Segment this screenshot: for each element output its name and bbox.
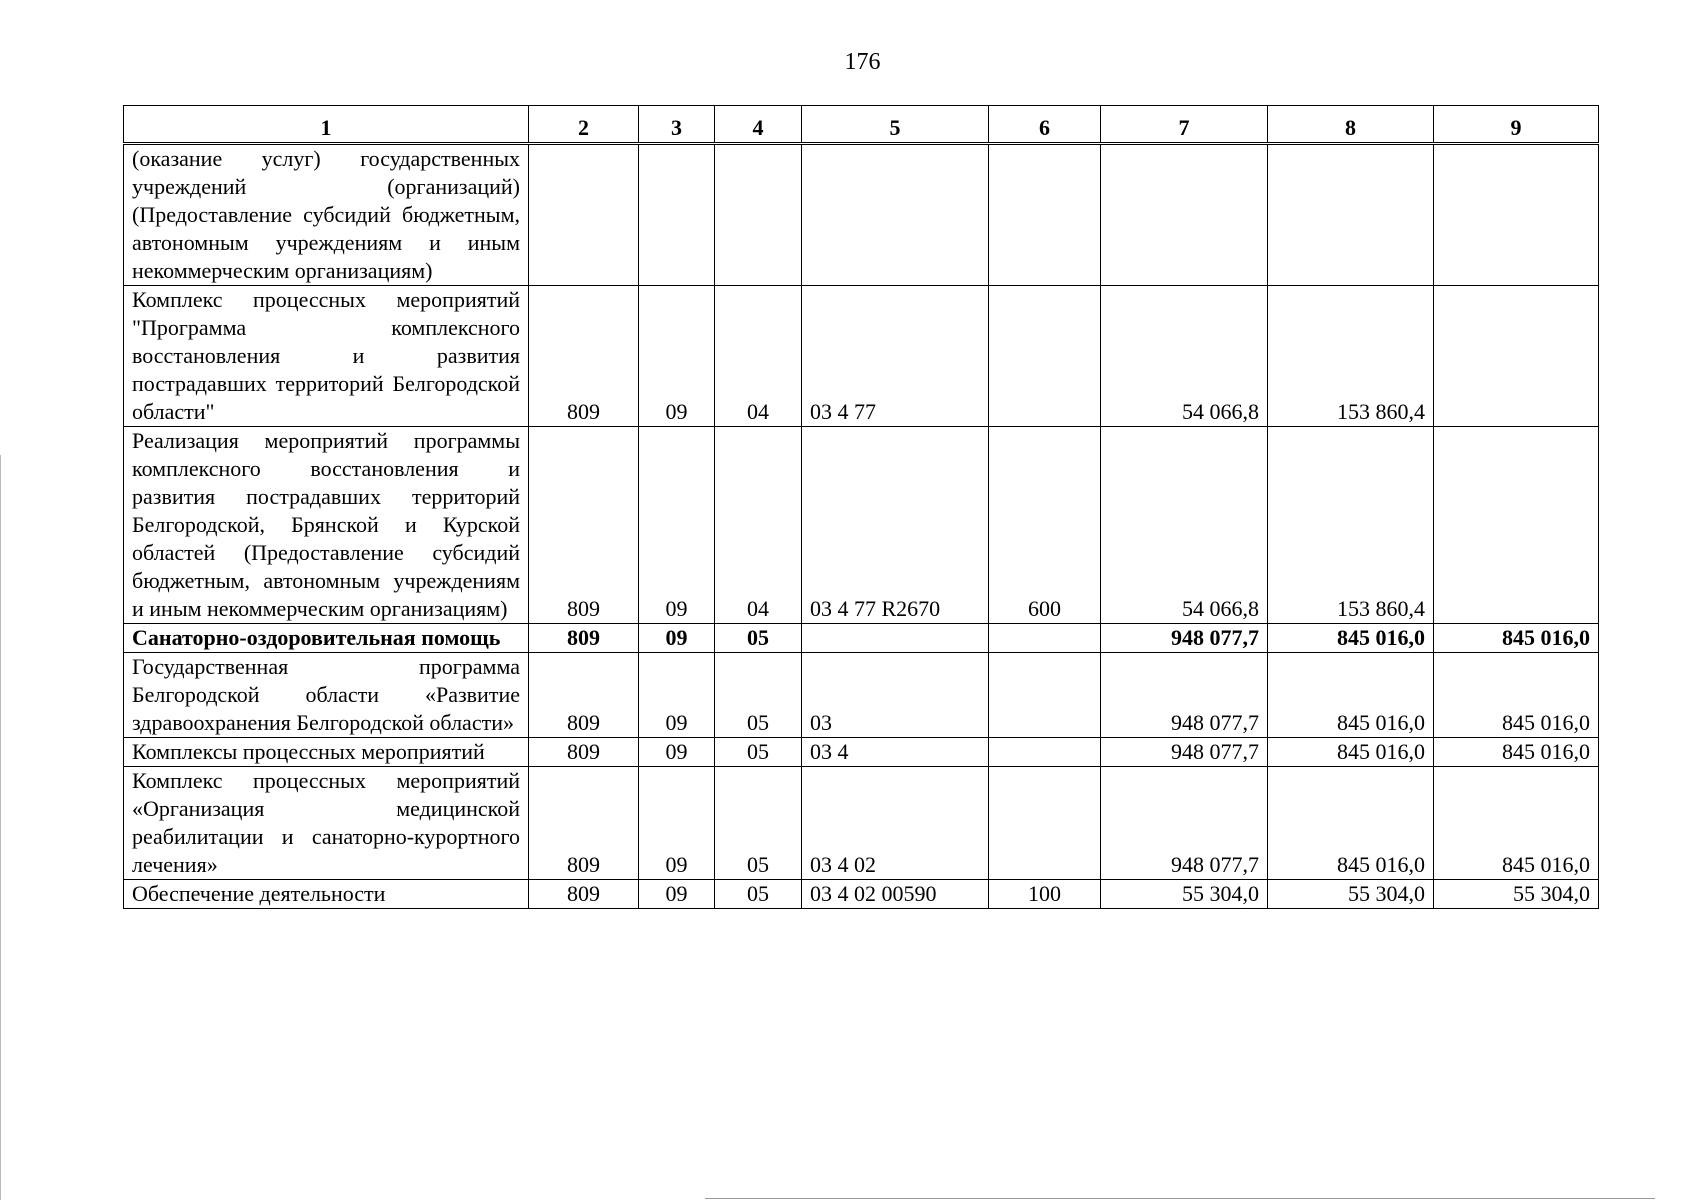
row-value-cell: 600: [989, 427, 1101, 624]
row-value-cell: 09: [639, 653, 715, 738]
row-name-cell: Реализация мероприятий программы комплексного восстановления и развития пострадавших территорий Белгородской, Брянской и Курской областей (Предоставление субсидий бюджетным, автономным учреждениям и иным некоммерческим организациям): [124, 427, 529, 624]
column-header: 1: [124, 106, 529, 144]
row-value-cell: 09: [639, 624, 715, 653]
row-value-cell: [639, 144, 715, 286]
row-value-cell: 09: [639, 738, 715, 767]
row-value-cell: [989, 144, 1101, 286]
row-value-cell: 845 016,0: [1268, 624, 1434, 653]
table-header-row: [124, 106, 1599, 144]
row-name-cell: Комплекс процессных мероприятий «Организация медицинской реабилитации и санаторно-курортного лечения»: [124, 767, 529, 880]
row-value-cell: 04: [715, 427, 802, 624]
row-value-cell: 55 304,0: [1101, 880, 1268, 909]
row-value-cell: [1434, 427, 1599, 624]
table-row: [124, 653, 1599, 738]
row-value-cell: 05: [715, 624, 802, 653]
row-value-cell: [989, 286, 1101, 427]
scan-edge-mark: [0, 455, 1, 1200]
row-value-cell: 54 066,8: [1101, 286, 1268, 427]
row-value-cell: 03 4 02: [802, 767, 989, 880]
row-value-cell: [715, 144, 802, 286]
row-value-cell: 09: [639, 880, 715, 909]
row-value-cell: 03 4: [802, 738, 989, 767]
column-header: 3: [639, 106, 715, 144]
row-value-cell: 845 016,0: [1268, 738, 1434, 767]
row-value-cell: 809: [529, 880, 639, 909]
page-bottom-rule: [705, 1198, 1655, 1199]
row-value-cell: 845 016,0: [1434, 738, 1599, 767]
row-value-cell: 809: [529, 738, 639, 767]
row-value-cell: 05: [715, 738, 802, 767]
row-value-cell: [1101, 144, 1268, 286]
row-value-cell: 55 304,0: [1434, 880, 1599, 909]
row-value-cell: 845 016,0: [1434, 624, 1599, 653]
row-value-cell: [989, 767, 1101, 880]
row-name-cell: Государственная программа Белгородской области «Развитие здравоохранения Белгородской области»: [124, 653, 529, 738]
row-value-cell: [1268, 144, 1434, 286]
row-value-cell: 948 077,7: [1101, 767, 1268, 880]
row-value-cell: [989, 738, 1101, 767]
row-name-cell: Комплексы процессных мероприятий: [124, 738, 529, 767]
column-header: 6: [989, 106, 1101, 144]
row-value-cell: 03 4 77 R2670: [802, 427, 989, 624]
row-value-cell: 05: [715, 767, 802, 880]
table-row: [124, 738, 1599, 767]
row-value-cell: 948 077,7: [1101, 653, 1268, 738]
row-value-cell: 809: [529, 427, 639, 624]
row-value-cell: 809: [529, 767, 639, 880]
row-value-cell: 153 860,4: [1268, 286, 1434, 427]
page-number: 176: [844, 49, 881, 75]
table-body: [124, 144, 1599, 909]
row-value-cell: 09: [639, 427, 715, 624]
budget-table: [123, 105, 1599, 909]
table-row: [124, 286, 1599, 427]
row-value-cell: 153 860,4: [1268, 427, 1434, 624]
row-value-cell: 845 016,0: [1434, 653, 1599, 738]
row-value-cell: 09: [639, 286, 715, 427]
row-value-cell: 845 016,0: [1434, 767, 1599, 880]
row-value-cell: 809: [529, 286, 639, 427]
column-header: 9: [1434, 106, 1599, 144]
row-value-cell: 55 304,0: [1268, 880, 1434, 909]
row-value-cell: 100: [989, 880, 1101, 909]
column-header: 4: [715, 106, 802, 144]
row-value-cell: 54 066,8: [1101, 427, 1268, 624]
table-row: [124, 767, 1599, 880]
row-value-cell: [1434, 144, 1599, 286]
row-value-cell: 04: [715, 286, 802, 427]
column-header: 2: [529, 106, 639, 144]
row-name-cell: Обеспечение деятельности: [124, 880, 529, 909]
table-row: [124, 427, 1599, 624]
row-value-cell: 948 077,7: [1101, 624, 1268, 653]
table-row: [124, 880, 1599, 909]
row-value-cell: 809: [529, 624, 639, 653]
row-value-cell: 03: [802, 653, 989, 738]
column-header: 8: [1268, 106, 1434, 144]
row-value-cell: [989, 624, 1101, 653]
row-value-cell: [529, 144, 639, 286]
table-row: [124, 144, 1599, 286]
row-value-cell: 05: [715, 653, 802, 738]
column-header: 5: [802, 106, 989, 144]
row-name-cell: Комплекс процессных мероприятий "Программа комплексного восстановления и развития пострадавших территорий Белгородской области": [124, 286, 529, 427]
row-value-cell: 948 077,7: [1101, 738, 1268, 767]
row-value-cell: [1434, 286, 1599, 427]
row-value-cell: [802, 624, 989, 653]
row-value-cell: 845 016,0: [1268, 653, 1434, 738]
table-row: [124, 624, 1599, 653]
row-value-cell: 03 4 02 00590: [802, 880, 989, 909]
row-value-cell: [989, 653, 1101, 738]
row-value-cell: 845 016,0: [1268, 767, 1434, 880]
row-value-cell: 05: [715, 880, 802, 909]
row-value-cell: 809: [529, 653, 639, 738]
column-header: 7: [1101, 106, 1268, 144]
row-name-cell: Санаторно-оздоровительная помощь: [124, 624, 529, 653]
row-value-cell: 03 4 77: [802, 286, 989, 427]
row-name-cell: (оказание услуг) государственных учреждений (организаций) (Предоставление субсидий бюджетным, автономным учреждениям и иным некоммерческим организациям): [124, 144, 529, 286]
row-value-cell: [802, 144, 989, 286]
row-value-cell: 09: [639, 767, 715, 880]
